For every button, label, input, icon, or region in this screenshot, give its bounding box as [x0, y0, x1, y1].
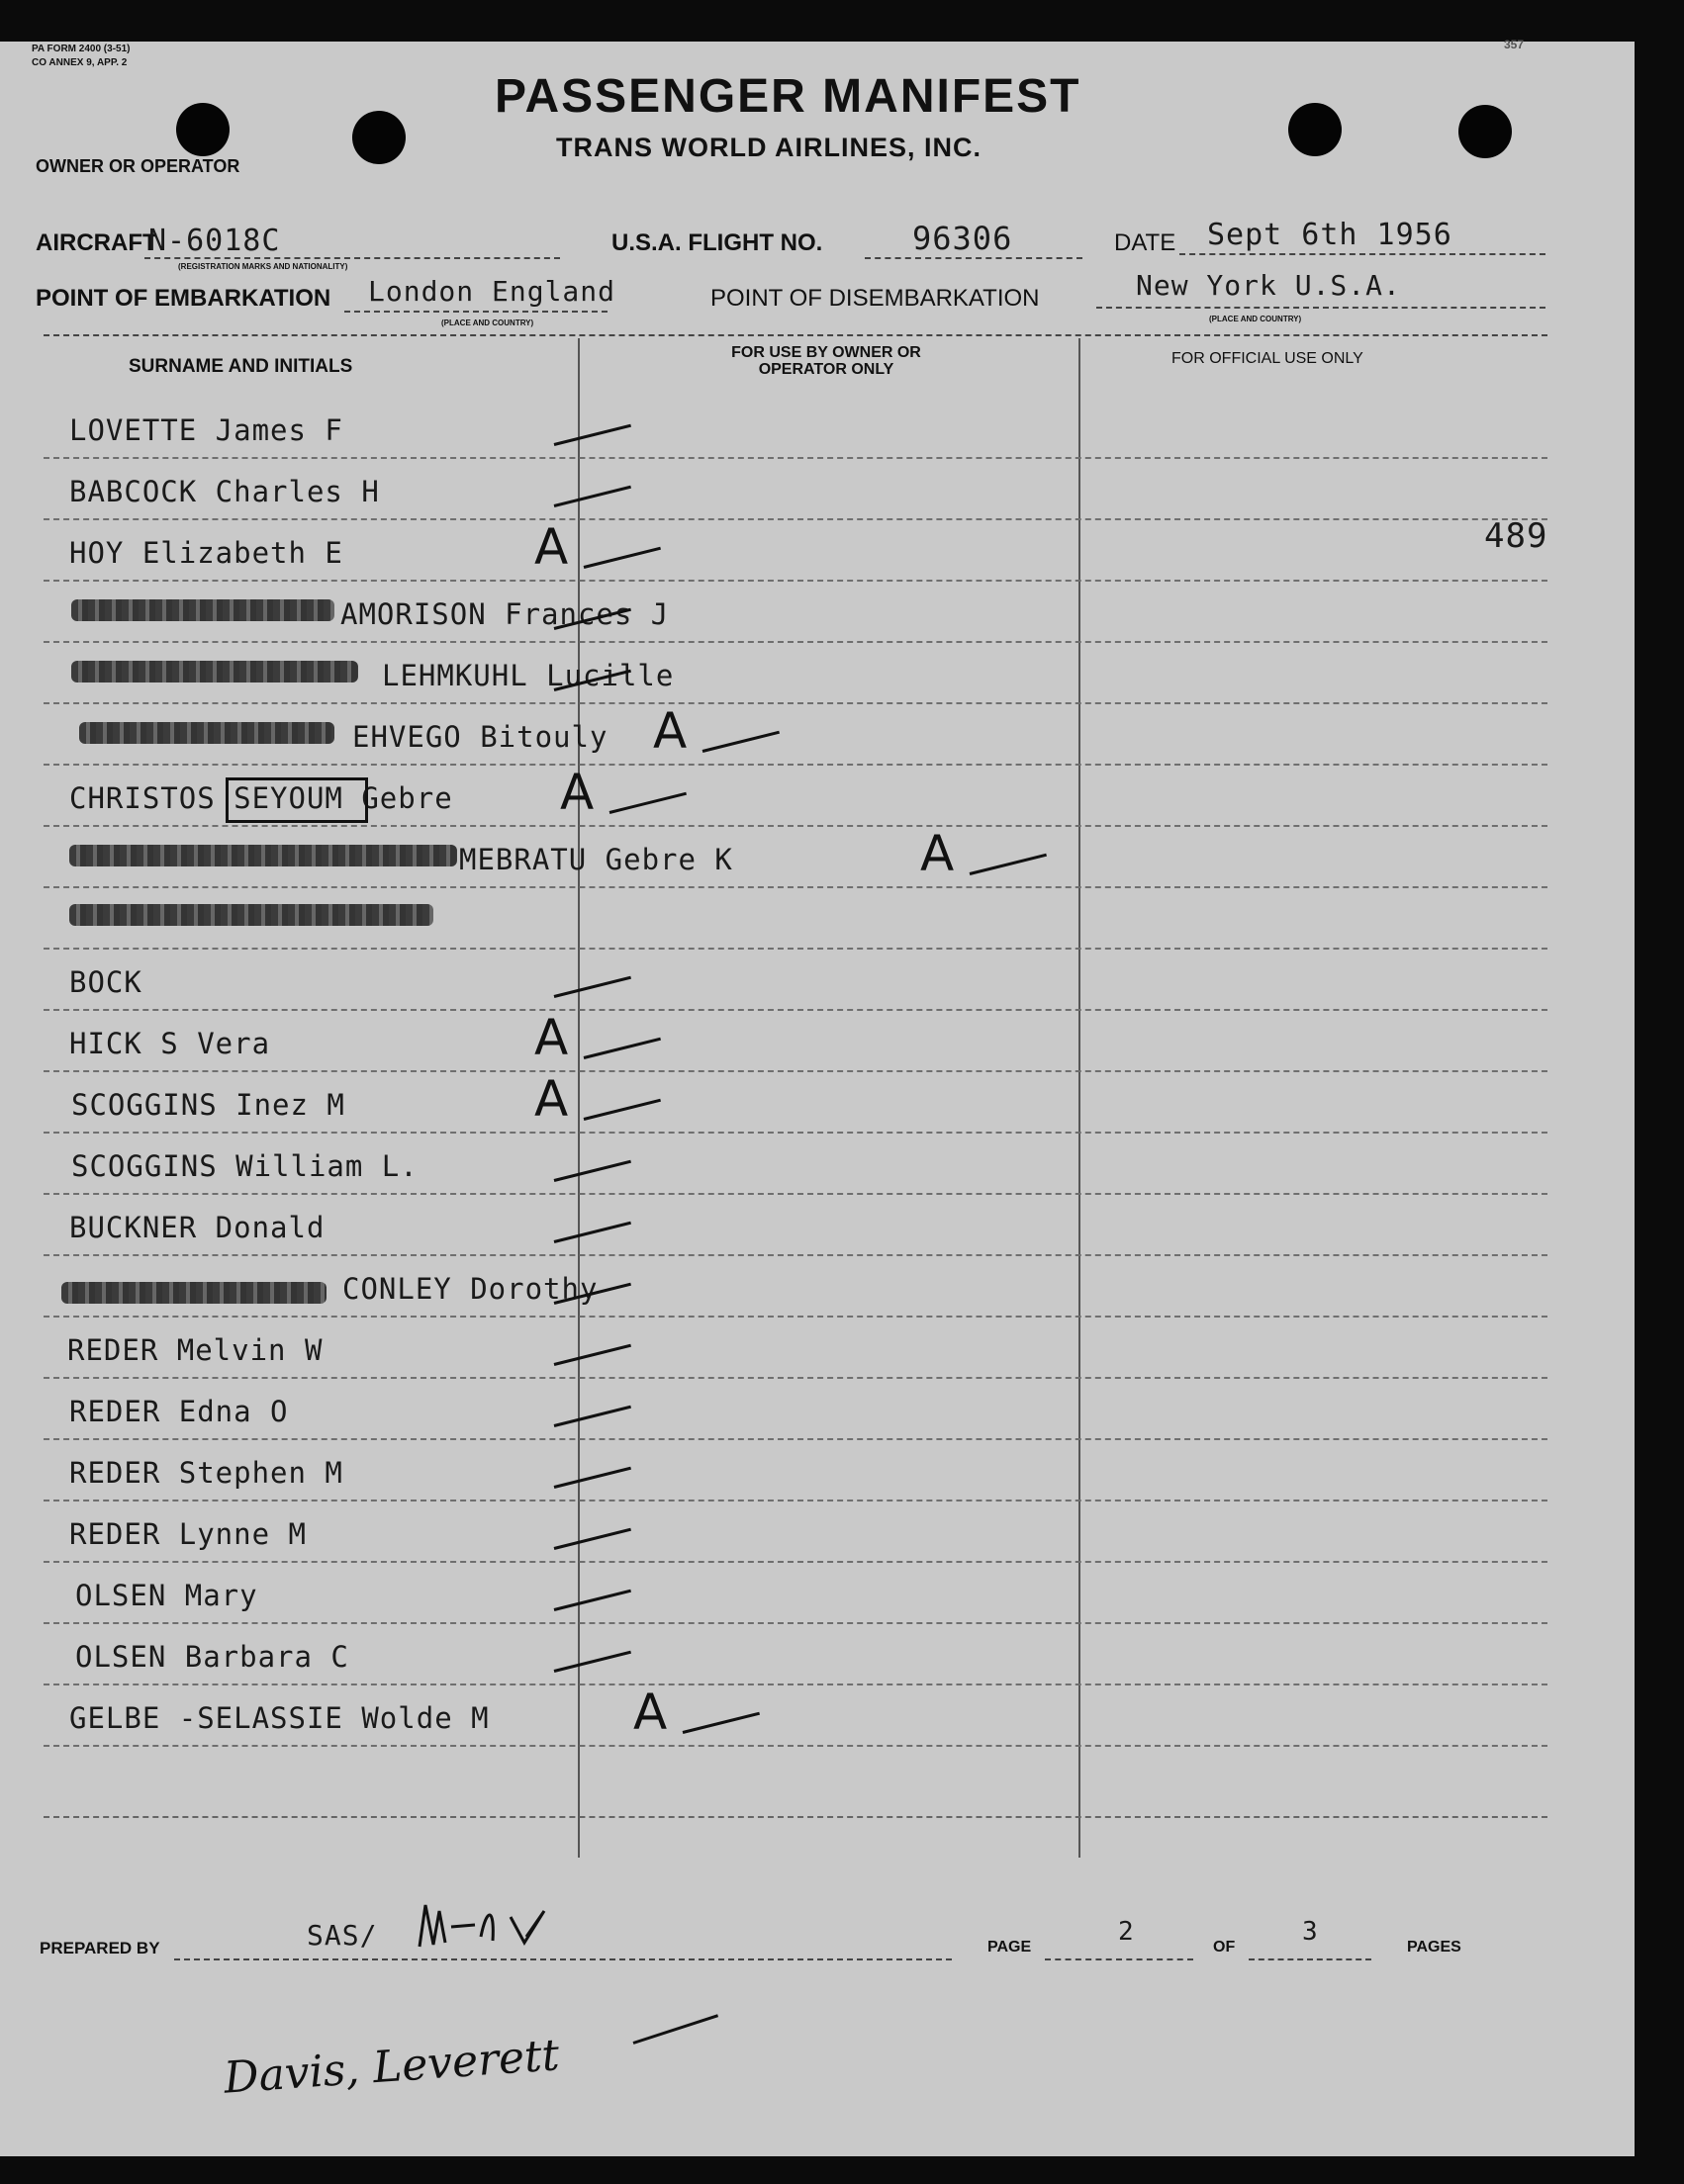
- passenger-name: LEHMKUHL Lucille: [382, 659, 675, 692]
- embarkation-label: POINT OF EMBARKATION: [36, 285, 331, 312]
- passenger-name: REDER Melvin W: [67, 1333, 324, 1367]
- passenger-name: REDER Edna O: [69, 1395, 289, 1428]
- prepared-by-underline: [174, 1958, 952, 1960]
- check-stroke: [554, 976, 631, 998]
- check-stroke: [554, 1160, 631, 1182]
- date-label: DATE: [1114, 229, 1176, 256]
- row-rule: [44, 1622, 1547, 1624]
- row-rule: [44, 1500, 1547, 1502]
- row-rule: [44, 1316, 1547, 1318]
- check-stroke: [584, 547, 661, 569]
- punch-hole: [1458, 105, 1512, 158]
- aircraft-value: N-6018C: [148, 224, 281, 258]
- check-stroke: [554, 934, 555, 937]
- row-rule: [44, 1254, 1547, 1256]
- disembarkation-label: POINT OF DISEMBARKATION: [710, 285, 1040, 312]
- disembarkation-value: New York U.S.A.: [1136, 269, 1401, 302]
- row-rule: [44, 886, 1547, 888]
- redaction: [69, 845, 457, 866]
- passenger-name: AMORISON Frances J: [340, 597, 670, 631]
- disembarkation-sublabel: (PLACE AND COUNTRY): [1209, 315, 1302, 323]
- official-annotation: 489: [1484, 516, 1548, 556]
- check-stroke: [702, 731, 780, 753]
- of-label: OF: [1213, 1939, 1236, 1956]
- check-stroke: [554, 1651, 631, 1673]
- check-stroke: [683, 1712, 760, 1734]
- passenger-name: CONLEY Dorothy: [342, 1272, 599, 1306]
- row-rule: [44, 641, 1547, 643]
- check-stroke: [609, 792, 687, 814]
- flight-underline: [865, 257, 1082, 259]
- passenger-name: REDER Stephen M: [69, 1456, 343, 1490]
- of-underline: [1249, 1958, 1371, 1960]
- form-code-1: PA FORM 2400 (3-51): [32, 44, 131, 54]
- handwritten-mark: A: [534, 1070, 569, 1128]
- passenger-name: REDER Lynne M: [69, 1517, 307, 1551]
- handwritten-mark: A: [534, 1009, 569, 1066]
- passenger-name: MEBRATU Gebre K: [459, 843, 733, 876]
- passenger-name: SCOGGINS William L.: [71, 1149, 419, 1183]
- owner-operator-label: OWNER OR OPERATOR: [36, 156, 240, 176]
- check-stroke: [554, 1467, 631, 1489]
- handwritten-mark: A: [534, 518, 569, 576]
- redaction: [79, 722, 334, 744]
- name-highlight-box: [226, 777, 368, 823]
- official-column-header: FOR OFFICIAL USE ONLY: [1171, 350, 1363, 367]
- row-rule: [44, 1745, 1547, 1747]
- airline-name: TRANS WORLD AIRLINES, INC.: [556, 133, 982, 162]
- date-value: Sept 6th 1956: [1207, 218, 1452, 252]
- passenger-name: HOY Elizabeth E: [69, 536, 343, 570]
- passenger-name: BUCKNER Donald: [69, 1211, 326, 1244]
- redaction: [61, 1282, 327, 1304]
- column-divider-1: [578, 338, 580, 1858]
- row-rule: [44, 764, 1547, 766]
- prepared-by-label: PREPARED BY: [40, 1939, 160, 1957]
- row-rule: [44, 457, 1547, 459]
- prepared-by-value: SAS/: [307, 1919, 378, 1952]
- embarkation-underline: [344, 311, 608, 313]
- table-top-rule: [44, 334, 1547, 336]
- row-rule: [44, 1132, 1547, 1134]
- row-rule: [44, 518, 1547, 520]
- disembarkation-underline: [1096, 307, 1545, 309]
- punch-hole: [352, 111, 406, 164]
- check-stroke: [970, 854, 1047, 875]
- row-rule: [44, 1561, 1547, 1563]
- aircraft-underline: [144, 257, 560, 259]
- handwritten-name: Davis, Leverett: [222, 2030, 561, 2104]
- column-divider-2: [1078, 338, 1080, 1858]
- page-label: PAGE: [987, 1939, 1032, 1956]
- aircraft-label: AIRCRAFT: [36, 229, 157, 256]
- handwritten-mark: A: [560, 764, 595, 821]
- passenger-name: CHRISTOS SEYOUM Gebre: [69, 781, 453, 815]
- redaction: [71, 661, 358, 682]
- aircraft-sublabel: (REGISTRATION MARKS AND NATIONALITY): [178, 262, 348, 271]
- row-rule: [44, 1438, 1547, 1440]
- passenger-name: LOVETTE James F: [69, 413, 343, 447]
- check-stroke: [554, 1590, 631, 1611]
- row-rule: [44, 1070, 1547, 1072]
- check-stroke: [554, 1406, 631, 1427]
- check-stroke: [584, 1099, 661, 1121]
- date-underline: [1179, 253, 1545, 255]
- total-pages: 3: [1302, 1917, 1319, 1947]
- row-rule: [44, 1009, 1547, 1011]
- embarkation-sublabel: (PLACE AND COUNTRY): [441, 318, 534, 327]
- manifest-sheet: [0, 38, 1635, 2156]
- row-rule: [44, 1193, 1547, 1195]
- redaction: [71, 599, 334, 621]
- passenger-name: OLSEN Mary: [75, 1579, 258, 1612]
- check-stroke: [584, 1038, 661, 1059]
- signature-scribble: [416, 1897, 604, 1956]
- page-number: 2: [1118, 1917, 1135, 1947]
- row-rule: [44, 1377, 1547, 1379]
- passenger-name: GELBE -SELASSIE Wolde M: [69, 1701, 490, 1735]
- handwritten-mark: A: [633, 1684, 668, 1741]
- passenger-name: EHVEGO Bitouly: [352, 720, 608, 754]
- owner-column-header: FOR USE BY OWNER OR OPERATOR ONLY: [731, 344, 921, 378]
- punch-hole: [176, 103, 230, 156]
- passenger-name: HICK S Vera: [69, 1027, 271, 1060]
- row-rule: [44, 1684, 1547, 1685]
- row-rule: [44, 702, 1547, 704]
- pages-label: PAGES: [1407, 1939, 1461, 1956]
- check-stroke: [554, 1528, 631, 1550]
- passenger-name: OLSEN Barbara C: [75, 1640, 349, 1674]
- table-bottom-rule: [44, 1816, 1547, 1818]
- handwritten-mark: A: [653, 702, 688, 760]
- flight-value: 96306: [912, 220, 1013, 257]
- form-code-2: CO ANNEX 9, APP. 2: [32, 57, 128, 68]
- check-stroke: [554, 1222, 631, 1243]
- redaction: [69, 904, 433, 926]
- page-underline: [1045, 1958, 1193, 1960]
- row-rule: [44, 948, 1547, 950]
- flight-label: U.S.A. FLIGHT NO.: [611, 229, 823, 256]
- passenger-name: BOCK: [69, 965, 142, 999]
- passenger-name: BABCOCK Charles H: [69, 475, 380, 508]
- manifest-title: PASSENGER MANIFEST: [495, 70, 1081, 123]
- surname-column-header: SURNAME AND INITIALS: [129, 356, 353, 377]
- check-stroke: [554, 424, 631, 446]
- corner-number: 357: [1504, 38, 1525, 51]
- handwritten-dash: [633, 2014, 719, 2045]
- embarkation-value: London England: [368, 275, 616, 308]
- punch-hole: [1288, 103, 1342, 156]
- handwritten-mark: A: [920, 825, 955, 882]
- check-stroke: [554, 1344, 631, 1366]
- check-stroke: [554, 486, 631, 507]
- row-rule: [44, 825, 1547, 827]
- row-rule: [44, 580, 1547, 582]
- passenger-name: SCOGGINS Inez M: [71, 1088, 345, 1122]
